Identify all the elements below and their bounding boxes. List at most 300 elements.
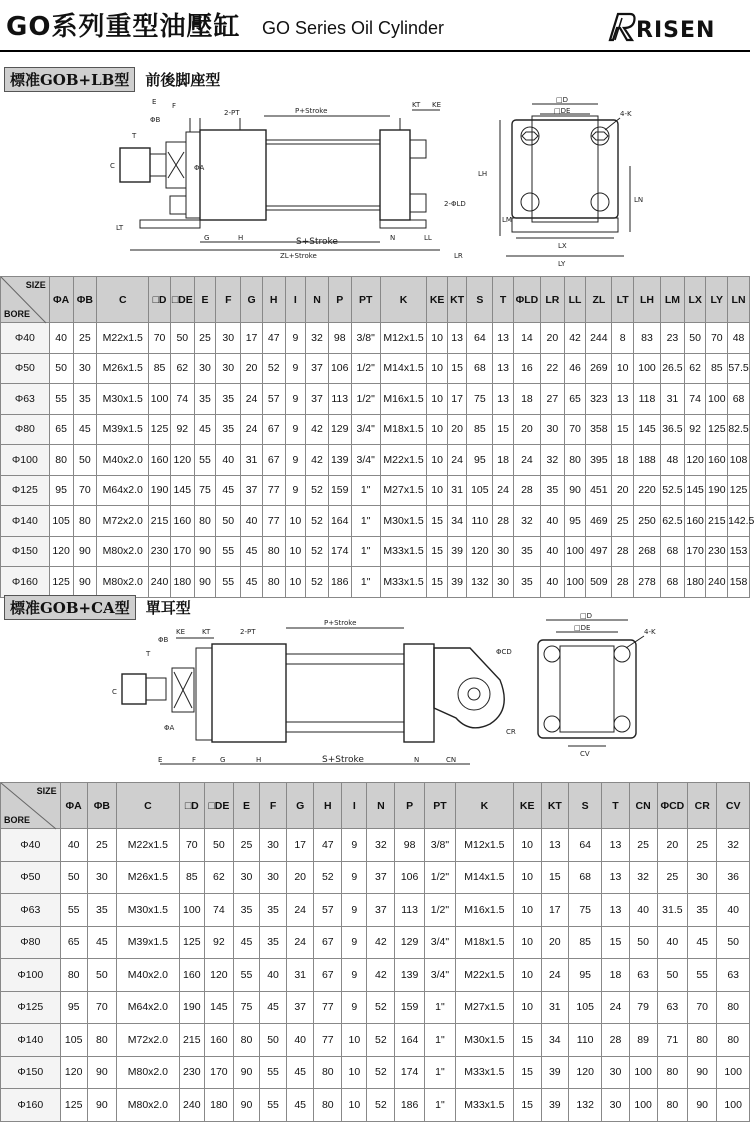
lb-label-lt: LT <box>116 224 124 232</box>
ca-label-kt: KT <box>202 628 211 636</box>
table-row <box>1 475 750 506</box>
lb-label-p-stroke: P+Stroke <box>295 107 328 115</box>
table-cell: 52 <box>306 506 329 537</box>
table-cell: 3/4" <box>351 414 380 445</box>
ca-label-port: 2-PT <box>240 628 256 636</box>
table-cell: 62 <box>684 353 706 384</box>
table-cell: 1/2" <box>424 894 455 927</box>
table-cell: 20 <box>657 829 687 862</box>
bore-cell: Φ40 <box>1 323 50 354</box>
table-cell: 25 <box>87 829 116 862</box>
table-cell: 31 <box>541 991 568 1024</box>
table-cell: 80 <box>87 1024 116 1057</box>
bore-cell: Φ40 <box>1 829 61 862</box>
lb-label-stroke: S+Stroke <box>296 237 338 247</box>
table-cell: 10 <box>513 829 541 862</box>
table-cell: 160 <box>170 506 194 537</box>
table-cell: 15 <box>612 414 634 445</box>
table-cell: 9 <box>342 829 367 862</box>
table-cell: 153 <box>728 536 750 567</box>
table-cell: 55 <box>216 536 241 567</box>
table-cell: 132 <box>467 567 493 598</box>
table-cell: 230 <box>149 536 171 567</box>
lb-label-foot-hole: 2-ΦLD <box>444 200 466 208</box>
table-cell: 30 <box>216 323 241 354</box>
table-cell: 64 <box>568 829 602 862</box>
table-cell: 125 <box>49 567 73 598</box>
ca-label-c: C <box>112 688 117 696</box>
table-cell: 50 <box>684 323 706 354</box>
column-header: PT <box>424 783 455 829</box>
table-cell: 28 <box>602 1024 629 1057</box>
table-cell: 10 <box>285 506 306 537</box>
lb-label-phi-b: ΦB <box>150 116 161 124</box>
table-cell: 35 <box>194 384 216 415</box>
bore-cell: Φ150 <box>1 1056 61 1089</box>
table-cell: 28 <box>513 475 540 506</box>
ca-label-p-stroke: P+Stroke <box>324 619 357 627</box>
table-cell: 39 <box>541 1056 568 1089</box>
table-cell: 18 <box>493 445 514 476</box>
table-cell: 80 <box>564 445 586 476</box>
table-cell: 63 <box>657 991 687 1024</box>
table-cell: 77 <box>314 991 342 1024</box>
table-cell: M40x2.0 <box>116 959 179 992</box>
table-cell: 40 <box>540 536 564 567</box>
table-cell: 90 <box>73 567 97 598</box>
table-cell: 27 <box>540 384 564 415</box>
table-row <box>1 536 750 567</box>
table-cell: 240 <box>706 567 728 598</box>
table-cell: 92 <box>204 926 233 959</box>
table-cell: 240 <box>179 1089 204 1122</box>
table-cell: 20 <box>612 475 634 506</box>
table-cell: 77 <box>314 1024 342 1057</box>
lb-label-lx: LX <box>558 242 567 250</box>
ca-label-cv: CV <box>580 750 590 758</box>
table-cell: 10 <box>427 445 448 476</box>
table-cell: 3/4" <box>424 959 455 992</box>
table-cell: 129 <box>395 926 424 959</box>
table-cell: 45 <box>287 1089 314 1122</box>
table-cell: 45 <box>260 991 287 1024</box>
ca-label-d: □D <box>580 612 593 620</box>
table-cell: 90 <box>194 567 216 598</box>
table-cell: 106 <box>328 353 351 384</box>
table-cell: 65 <box>60 926 87 959</box>
table-cell: 90 <box>87 1056 116 1089</box>
table-cell: 32 <box>513 506 540 537</box>
table-cell: 100 <box>629 1089 657 1122</box>
brand-logo <box>606 10 746 44</box>
table-cell: 70 <box>688 991 717 1024</box>
column-header: T <box>493 277 514 323</box>
table-cell: 20 <box>540 323 564 354</box>
table-cell: 45 <box>688 926 717 959</box>
table-cell: 9 <box>342 861 367 894</box>
table-cell: 48 <box>661 445 685 476</box>
table-cell: 13 <box>602 861 629 894</box>
table-cell: 159 <box>395 991 424 1024</box>
table-cell: 90 <box>564 475 586 506</box>
table-cell: 13 <box>493 384 514 415</box>
table-cell: 10 <box>612 353 634 384</box>
table-cell: 40 <box>287 1024 314 1057</box>
table-cell: 36.5 <box>661 414 685 445</box>
table-cell: 10 <box>427 414 448 445</box>
bore-cell: Φ160 <box>1 1089 61 1122</box>
table-cell: 26.5 <box>661 353 685 384</box>
table-row <box>1 991 750 1024</box>
table-cell: 170 <box>204 1056 233 1089</box>
table-cell: 63 <box>717 959 750 992</box>
table-cell: 55 <box>234 959 260 992</box>
ca-label-phi-b: ΦB <box>158 636 169 644</box>
table-cell: 35 <box>513 536 540 567</box>
table-cell: 30 <box>260 861 287 894</box>
table-cell: 45 <box>194 414 216 445</box>
table-cell: 180 <box>684 567 706 598</box>
table-cell: M64x2.0 <box>116 991 179 1024</box>
table-cell: 15 <box>513 1089 541 1122</box>
column-header: ZL <box>586 277 612 323</box>
table-cell: 40 <box>540 567 564 598</box>
column-header: KE <box>427 277 448 323</box>
table-cell: 15 <box>513 1056 541 1089</box>
lb-end-view <box>500 104 630 256</box>
table-cell: 77 <box>262 506 285 537</box>
table-cell: 75 <box>568 894 602 927</box>
table-cell: 31 <box>447 475 466 506</box>
lb-label-ll: LL <box>424 234 432 242</box>
table-row <box>1 959 750 992</box>
table-cell: M30x1.5 <box>116 894 179 927</box>
table-cell: M30x1.5 <box>456 1024 513 1057</box>
table-cell: 13 <box>602 829 629 862</box>
table-cell: 75 <box>194 475 216 506</box>
table-cell: 74 <box>204 894 233 927</box>
table-cell: 57 <box>262 384 285 415</box>
table-cell: 100 <box>179 894 204 927</box>
table-cell: 10 <box>427 353 448 384</box>
table-row <box>1 567 750 598</box>
table-cell: 24 <box>541 959 568 992</box>
table-cell: 25 <box>657 861 687 894</box>
table-cell: M27x1.5 <box>456 991 513 1024</box>
table-cell: 120 <box>170 445 194 476</box>
table-cell: 62.5 <box>661 506 685 537</box>
table-cell: 24 <box>602 991 629 1024</box>
table-cell: M39x1.5 <box>97 414 149 445</box>
table-cell: M39x1.5 <box>116 926 179 959</box>
table-cell: 13 <box>447 323 466 354</box>
table-cell: 164 <box>395 1024 424 1057</box>
column-header: I <box>342 783 367 829</box>
table-cell: 132 <box>568 1089 602 1122</box>
table-cell: 31 <box>241 445 263 476</box>
table-cell: M12x1.5 <box>380 323 427 354</box>
lb-label-lh: LH <box>478 170 488 178</box>
column-header: F <box>216 277 241 323</box>
title-cn: GO系列重型油壓缸 <box>6 12 241 42</box>
table-cell: 95 <box>467 445 493 476</box>
table-cell: 55 <box>194 445 216 476</box>
section-ca-badge: 標准GOB+CA型 <box>4 595 136 620</box>
column-header: LH <box>633 277 660 323</box>
table-cell: 28 <box>612 567 634 598</box>
section-lb-badge: 標准GOB+LB型 <box>4 67 135 92</box>
table-cell: 3/4" <box>424 926 455 959</box>
lb-label-ln: LN <box>634 196 644 204</box>
table-cell: 57.5 <box>728 353 750 384</box>
table-cell: 186 <box>328 567 351 598</box>
lb-label-phi-a: ΦA <box>194 164 205 172</box>
table-cell: 52 <box>306 567 329 598</box>
bore-cell: Φ63 <box>1 384 50 415</box>
table-cell: 40 <box>657 926 687 959</box>
table-cell: 50 <box>657 959 687 992</box>
bore-cell: Φ100 <box>1 959 61 992</box>
spec-table-ca <box>0 782 750 1122</box>
lb-label-c: C <box>110 162 115 170</box>
ca-label-phi-cd: ΦCD <box>496 648 512 656</box>
table-cell: 95 <box>49 475 73 506</box>
table-cell: 15 <box>447 353 466 384</box>
table-cell: 17 <box>241 323 263 354</box>
table-cell: 31 <box>287 959 314 992</box>
table-row <box>1 894 750 927</box>
table-cell: 100 <box>717 1089 750 1122</box>
table-cell: 120 <box>204 959 233 992</box>
lb-label-kt: KT <box>412 101 421 109</box>
table-cell: 25 <box>629 829 657 862</box>
column-header: ΦB <box>87 783 116 829</box>
table-cell: 75 <box>234 991 260 1024</box>
table-cell: 50 <box>717 926 750 959</box>
table-cell: 9 <box>342 959 367 992</box>
table-cell: 68 <box>568 861 602 894</box>
column-header: KE <box>513 783 541 829</box>
lb-label-f: F <box>172 102 177 110</box>
table-cell: 35 <box>688 894 717 927</box>
table-cell: 63 <box>629 959 657 992</box>
table-cell: 497 <box>586 536 612 567</box>
table-cell: 139 <box>328 445 351 476</box>
table-cell: 71 <box>657 1024 687 1057</box>
table-cell: 120 <box>49 536 73 567</box>
lb-label-h: H <box>238 234 244 242</box>
table-cell: 65 <box>49 414 73 445</box>
column-header: G <box>287 783 314 829</box>
table-cell: 25 <box>612 506 634 537</box>
table-cell: 145 <box>170 475 194 506</box>
table-cell: 98 <box>395 829 424 862</box>
table-cell: M64x2.0 <box>97 475 149 506</box>
table-cell: 9 <box>342 991 367 1024</box>
table-cell: 68 <box>661 536 685 567</box>
table-cell: 32 <box>629 861 657 894</box>
table-cell: 55 <box>216 567 241 598</box>
ca-label-cn: CN <box>446 756 457 764</box>
column-header: C <box>97 277 149 323</box>
table-cell: 10 <box>342 1024 367 1057</box>
table-row <box>1 414 750 445</box>
column-header: P <box>395 783 424 829</box>
ca-label-stroke: S+Stroke <box>322 755 364 765</box>
table-cell: 1/2" <box>351 384 380 415</box>
table-cell: 80 <box>314 1056 342 1089</box>
table-cell: 215 <box>179 1024 204 1057</box>
table-cell: 1" <box>351 567 380 598</box>
table-cell: 142.5 <box>728 506 750 537</box>
bore-cell: Φ150 <box>1 536 50 567</box>
table-cell: 120 <box>684 445 706 476</box>
table-cell: 83 <box>633 323 660 354</box>
table-cell: 250 <box>633 506 660 537</box>
column-header: I <box>285 277 306 323</box>
table-cell: 125 <box>179 926 204 959</box>
table-cell: 65 <box>564 384 586 415</box>
column-header: C <box>116 783 179 829</box>
column-header: G <box>241 277 263 323</box>
table-cell: 113 <box>395 894 424 927</box>
table-cell: 10 <box>513 861 541 894</box>
table-cell: 52 <box>367 1024 395 1057</box>
table-cell: 68 <box>467 353 493 384</box>
table-cell: M80x2.0 <box>116 1089 179 1122</box>
table-cell: M33x1.5 <box>380 536 427 567</box>
table-cell: 230 <box>706 536 728 567</box>
table-row <box>1 861 750 894</box>
corner-size-label: SIZE <box>36 786 57 796</box>
table-cell: 30 <box>540 414 564 445</box>
table-cell: 110 <box>467 506 493 537</box>
table-cell: 35 <box>73 384 97 415</box>
table-cell: 10 <box>513 894 541 927</box>
table-cell: 80 <box>657 1089 687 1122</box>
table-cell: M40x2.0 <box>97 445 149 476</box>
table-cell: 170 <box>684 536 706 567</box>
table-cell: 45 <box>234 926 260 959</box>
table-cell: M33x1.5 <box>380 567 427 598</box>
table-cell: 39 <box>447 567 466 598</box>
ca-label-n: N <box>414 756 420 764</box>
table-cell: 92 <box>170 414 194 445</box>
table-cell: 244 <box>586 323 612 354</box>
title-en: GO Series Oil Cylinder <box>262 18 445 38</box>
table-cell: 10 <box>427 323 448 354</box>
table-cell: 269 <box>586 353 612 384</box>
table-cell: 174 <box>328 536 351 567</box>
table-cell: 30 <box>602 1056 629 1089</box>
table-cell: M72x2.0 <box>116 1024 179 1057</box>
table-cell: M80x2.0 <box>97 536 149 567</box>
table-row <box>1 445 750 476</box>
table-cell: 85 <box>149 353 171 384</box>
table-corner-header <box>1 783 61 829</box>
table-cell: 42 <box>367 926 395 959</box>
column-header: N <box>367 783 395 829</box>
table-cell: 1/2" <box>351 353 380 384</box>
table-cell: 13 <box>602 894 629 927</box>
table-cell: 25 <box>688 829 717 862</box>
table-cell: 52 <box>367 1089 395 1122</box>
table-cell: 125 <box>706 414 728 445</box>
table-cell: 278 <box>633 567 660 598</box>
table-cell: 125 <box>149 414 171 445</box>
column-header: LY <box>706 277 728 323</box>
page-header <box>0 0 750 50</box>
lb-label-d: □D <box>556 96 569 104</box>
column-header: CR <box>688 783 717 829</box>
table-cell: 42 <box>306 414 329 445</box>
column-header: ΦA <box>60 783 87 829</box>
column-header: LT <box>612 277 634 323</box>
table-cell: 9 <box>285 353 306 384</box>
table-cell: 55 <box>260 1056 287 1089</box>
table-cell: 50 <box>260 1024 287 1057</box>
table-cell: 20 <box>447 414 466 445</box>
bore-cell: Φ125 <box>1 991 61 1024</box>
table-cell: 1" <box>351 475 380 506</box>
table-cell: 80 <box>314 1089 342 1122</box>
table-cell: 15 <box>427 536 448 567</box>
table-cell: 70 <box>87 991 116 1024</box>
table-cell: M12x1.5 <box>456 829 513 862</box>
table-cell: 30 <box>194 353 216 384</box>
ca-label-de: □DE <box>574 624 591 632</box>
table-cell: 90 <box>234 1056 260 1089</box>
table-cell: 18 <box>612 445 634 476</box>
table-cell: 16 <box>513 353 540 384</box>
table-cell: 9 <box>342 894 367 927</box>
table-cell: 45 <box>87 926 116 959</box>
table-cell: 8 <box>612 323 634 354</box>
table-cell: 32 <box>367 829 395 862</box>
table-cell: 70 <box>149 323 171 354</box>
spec-table-lb <box>0 276 754 598</box>
table-cell: 145 <box>204 991 233 1024</box>
table-cell: 35 <box>513 567 540 598</box>
bore-cell: Φ63 <box>1 894 61 927</box>
table-cell: 180 <box>204 1089 233 1122</box>
section-lb-title <box>4 66 220 92</box>
lb-label-t: T <box>132 132 137 140</box>
table-cell: 105 <box>49 506 73 537</box>
table-cell: 52 <box>306 475 329 506</box>
table-cell: 45 <box>241 567 263 598</box>
table-cell: 180 <box>170 567 194 598</box>
table-cell: 52 <box>262 353 285 384</box>
table-cell: 36 <box>717 861 750 894</box>
table-cell: M18x1.5 <box>380 414 427 445</box>
table-cell: 30 <box>73 353 97 384</box>
table-cell: 52 <box>306 536 329 567</box>
table-cell: 45 <box>241 536 263 567</box>
lb-label-four-k: 4-K <box>620 110 632 118</box>
table-cell: 85 <box>467 414 493 445</box>
column-header: E <box>194 277 216 323</box>
table-cell: 42 <box>367 959 395 992</box>
table-cell: 15 <box>493 414 514 445</box>
table-cell: 80 <box>73 506 97 537</box>
table-cell: 18 <box>513 384 540 415</box>
table-cell: 20 <box>241 353 263 384</box>
table-cell: 50 <box>49 353 73 384</box>
table-cell: 15 <box>427 506 448 537</box>
table-cell: 89 <box>629 1024 657 1057</box>
table-cell: 108 <box>728 445 750 476</box>
